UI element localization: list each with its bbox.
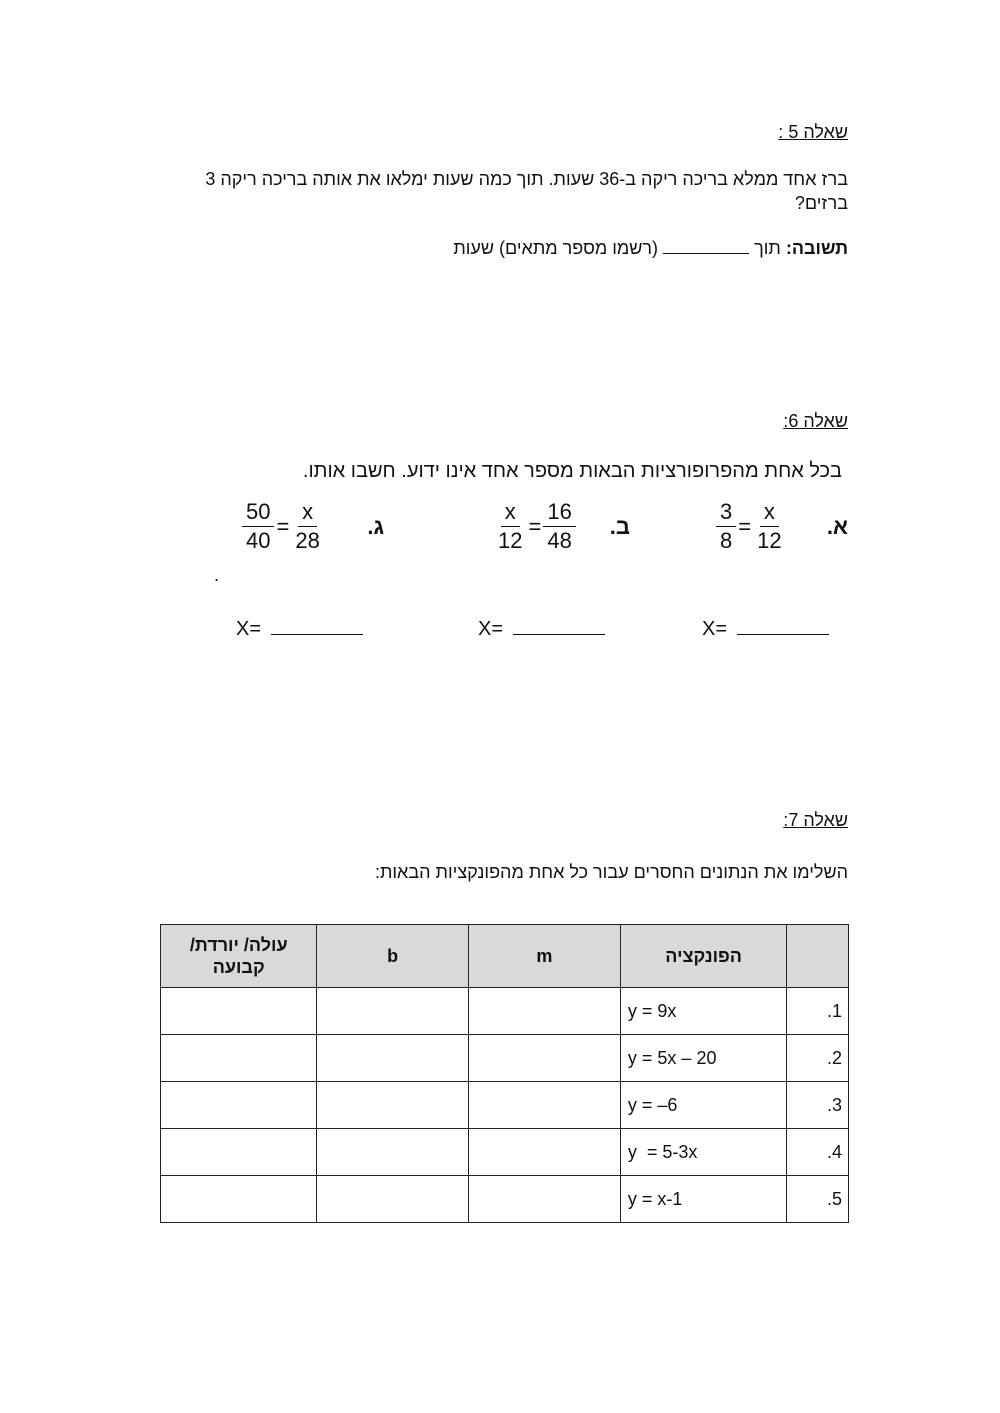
fraction bbox=[494, 498, 526, 555]
q5-text-line2: ברזים? bbox=[794, 193, 848, 213]
q6-item-c-label: ג. bbox=[367, 514, 384, 539]
numerator: 16 bbox=[543, 498, 575, 527]
denominator: 28 bbox=[295, 528, 320, 553]
table-row bbox=[161, 1082, 849, 1129]
fraction bbox=[716, 498, 736, 555]
q6-title: שאלה 6: bbox=[783, 411, 848, 431]
q6-item-b-proportion bbox=[494, 498, 576, 555]
q5-answer-label: תשובה: bbox=[785, 238, 848, 258]
x-label: X= bbox=[236, 618, 262, 640]
b-cell[interactable] bbox=[317, 1082, 468, 1129]
q6-item-b-label: ב. bbox=[609, 514, 630, 539]
m-cell[interactable] bbox=[468, 1129, 620, 1176]
fraction bbox=[291, 498, 323, 555]
equals-sign: = bbox=[528, 513, 542, 539]
q6-item-c-proportion bbox=[242, 498, 324, 555]
denominator: 12 bbox=[498, 528, 523, 553]
answer-blank[interactable] bbox=[513, 634, 605, 635]
x-label: X= bbox=[478, 618, 504, 640]
x-label: X= bbox=[702, 618, 728, 640]
q6-item-c-answer bbox=[236, 618, 363, 641]
q6-item-a-proportion bbox=[716, 498, 786, 555]
q5-answer-hint: (רשמו מספר מתאים) שעות bbox=[453, 238, 659, 258]
q7-instruction: השלימו את הנתונים החסרים עבור כל אחת מהפונקציות הבאות: bbox=[374, 862, 848, 882]
m-cell[interactable] bbox=[468, 1035, 620, 1082]
fraction bbox=[242, 498, 274, 555]
q6-item-a-answer bbox=[702, 618, 829, 641]
header-num bbox=[787, 925, 849, 988]
direction-cell[interactable] bbox=[161, 988, 317, 1035]
function-cell: y = x-1 bbox=[620, 1176, 786, 1223]
numerator: 3 bbox=[716, 498, 736, 527]
row-number: 4. bbox=[787, 1129, 849, 1176]
answer-blank[interactable] bbox=[271, 634, 363, 635]
numerator: x bbox=[501, 498, 520, 527]
function-cell: y = 9x bbox=[620, 988, 786, 1035]
q6-instruction: בכל אחת מהפרופורציות הבאות מספר אחד אינו ידוע. חשבו אותו. bbox=[302, 460, 842, 482]
table-row bbox=[161, 1176, 849, 1223]
stray-dot: . bbox=[214, 565, 220, 585]
header-direction: עולה/ יורדת/ קבועה bbox=[161, 925, 317, 988]
denominator: 12 bbox=[757, 528, 782, 553]
fraction bbox=[753, 498, 785, 555]
m-cell[interactable] bbox=[468, 988, 620, 1035]
b-cell[interactable] bbox=[317, 1129, 468, 1176]
denominator: 48 bbox=[547, 528, 572, 553]
denominator: 40 bbox=[246, 528, 271, 553]
function-cell: y = –6 bbox=[620, 1082, 786, 1129]
row-number: 2. bbox=[787, 1035, 849, 1082]
header-b: b bbox=[317, 925, 468, 988]
q5-answer bbox=[453, 236, 848, 260]
row-number: 1. bbox=[787, 988, 849, 1035]
q5-answer-prefix: תוך bbox=[754, 238, 781, 258]
numerator: x bbox=[298, 498, 317, 527]
q7-title: שאלה 7: bbox=[783, 810, 848, 830]
m-cell[interactable] bbox=[468, 1082, 620, 1129]
q6-item-b-answer bbox=[478, 618, 605, 641]
m-cell[interactable] bbox=[468, 1176, 620, 1223]
q5-text bbox=[158, 167, 848, 215]
header-function: הפונקציה bbox=[620, 925, 786, 988]
equals-sign: = bbox=[276, 513, 290, 539]
function-cell: y = 5x – 20 bbox=[620, 1035, 786, 1082]
table-header-row bbox=[161, 925, 849, 988]
q5-answer-blank[interactable] bbox=[663, 253, 749, 254]
direction-cell[interactable] bbox=[161, 1176, 317, 1223]
table-row bbox=[161, 988, 849, 1035]
table-row bbox=[161, 1129, 849, 1176]
equals-sign: = bbox=[738, 513, 752, 539]
direction-cell[interactable] bbox=[161, 1129, 317, 1176]
function-cell: y = 5-3x bbox=[620, 1129, 786, 1176]
direction-cell[interactable] bbox=[161, 1082, 317, 1129]
numerator: x bbox=[760, 498, 779, 527]
q5-title: שאלה 5 : bbox=[778, 122, 848, 142]
row-number: 5. bbox=[787, 1176, 849, 1223]
fraction bbox=[543, 498, 575, 555]
header-m: m bbox=[468, 925, 620, 988]
row-number: 3. bbox=[787, 1082, 849, 1129]
direction-cell[interactable] bbox=[161, 1035, 317, 1082]
b-cell[interactable] bbox=[317, 1035, 468, 1082]
functions-table bbox=[160, 924, 849, 1223]
q5-text-line1: ברז אחד ממלא בריכה ריקה ב-36 שעות. תוך כמה שעות ימלאו את אותה בריכה ריקה 3 bbox=[205, 169, 848, 189]
b-cell[interactable] bbox=[317, 988, 468, 1035]
answer-blank[interactable] bbox=[737, 634, 829, 635]
b-cell[interactable] bbox=[317, 1176, 468, 1223]
q6-item-a-label: א. bbox=[826, 514, 848, 539]
denominator: 8 bbox=[720, 528, 733, 553]
table-row bbox=[161, 1035, 849, 1082]
numerator: 50 bbox=[242, 498, 274, 527]
